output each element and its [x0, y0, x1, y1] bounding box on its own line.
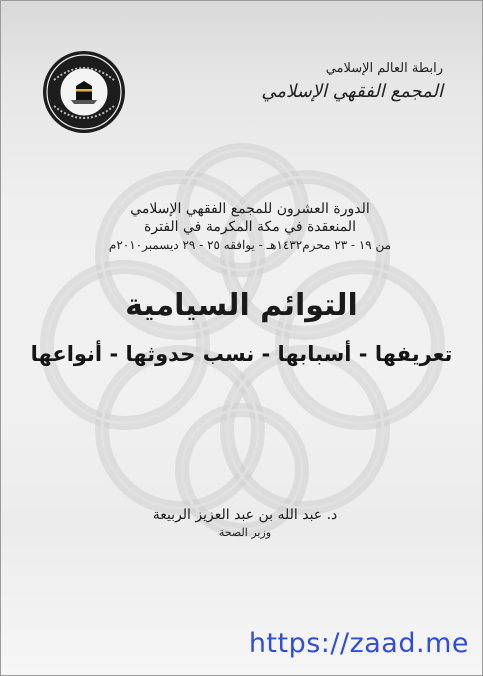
author-name: د. عبد الله بن عبد العزيز الربيعة [152, 507, 338, 523]
session-location: المنعقدة في مكة المكرمة في الفترة [144, 219, 356, 235]
session-dates: من ١٩ - ٢٣ محرم١٤٣٢هـ - يوافقه ٢٥ - ٢٩ ديسمبر٢٠١٠م [108, 238, 392, 252]
author-role: وزير الصحة [218, 526, 272, 539]
session-info [60, 200, 440, 254]
session-title: الدورة العشرون للمجمع الفقهي الإسلامي [130, 201, 370, 217]
watermark-url-link[interactable]: https://zaad.me [248, 628, 469, 659]
document-title: التوائم السيامية [125, 288, 358, 323]
document-subtitle: تعريفها - أسبابها - نسب حدوثها - أنواعها [30, 342, 453, 366]
league-name: رابطة العالم الإسلامي [325, 61, 443, 76]
organization-header [243, 60, 443, 104]
academy-seal-logo [42, 50, 126, 134]
author-block [120, 505, 370, 541]
academy-name: المجمع الفقهي الإسلامي [261, 81, 443, 102]
